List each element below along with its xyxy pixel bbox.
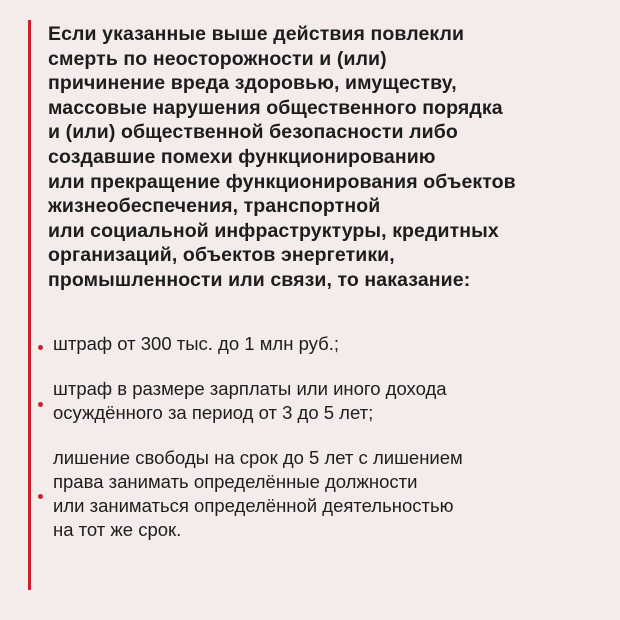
penalty-line: права занимать определённые должности [53, 470, 418, 492]
penalty-list [48, 332, 593, 542]
heading-line: причинение вреда здоровью, имуществу, [48, 72, 457, 95]
heading-line: массовые нарушения общественного порядка [48, 96, 503, 119]
heading-line: жизнеобеспечения, транспортной [48, 195, 381, 218]
heading-line: и (или) общественной безопасности либо [48, 121, 458, 144]
red-dot-bullet-icon [38, 345, 43, 350]
penalty-item-imprisonment [48, 446, 593, 542]
penalty-line: осуждённого за период от 3 до 5 лет; [53, 401, 374, 423]
penalty-item-income-fine [48, 377, 593, 425]
article-content [48, 22, 593, 542]
penalty-line: штраф в размере зарплаты или иного дохода [53, 377, 447, 399]
heading-line: или социальной инфраструктуры, кредитных [48, 219, 499, 242]
red-dot-bullet-icon [38, 402, 43, 407]
heading-line: смерть по неосторожности и (или) [48, 47, 387, 70]
penalty-line: штраф от 300 тыс. до 1 млн руб.; [53, 332, 339, 354]
penalty-line: лишение свободы на срок до 5 лет с лишением [53, 446, 463, 468]
heading-line: или прекращение функционирования объектов [48, 170, 516, 193]
penalty-line: или заниматься определённой деятельностью [53, 494, 454, 516]
penalty-line: на тот же срок. [53, 518, 182, 540]
accent-vertical-line [28, 20, 31, 590]
heading-text [48, 22, 593, 293]
penalty-item-fine [48, 332, 593, 356]
heading-line: создавшие помехи функционированию [48, 145, 436, 168]
heading-line: Если указанные выше действия повлекли [48, 23, 465, 45]
red-dot-bullet-icon [38, 494, 43, 499]
heading-line: организаций, объектов энергетики, [48, 244, 395, 267]
heading-line: промышленности или связи, то наказание: [48, 268, 471, 291]
